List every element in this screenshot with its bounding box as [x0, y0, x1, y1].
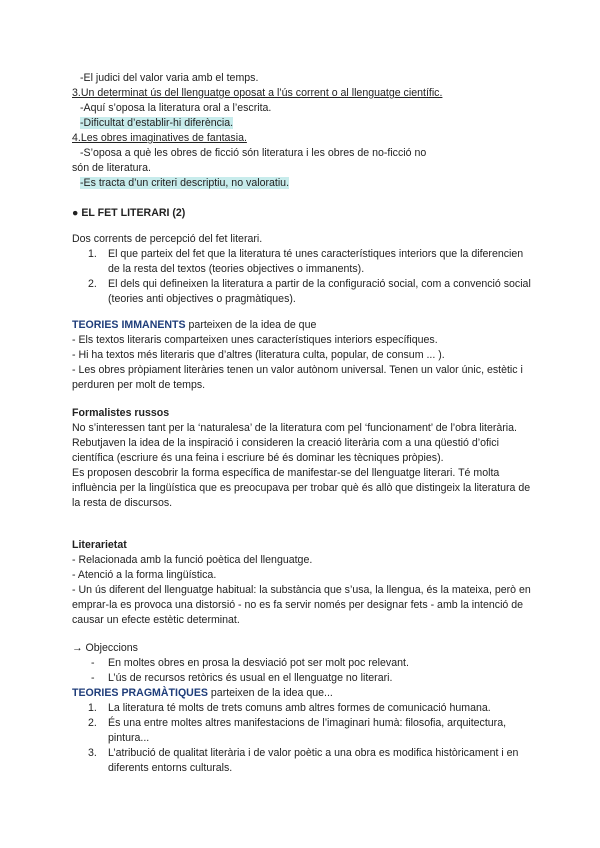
- objeccions-list: [72, 656, 532, 686]
- intro-line-2: 3.Un determinat ús del llenguatge oposat a l’ús corrent o al llenguatge científic.: [72, 87, 443, 99]
- literarietat-heading: Literarietat: [72, 539, 127, 551]
- intro-line-8: -Es tracta d’un criteri descriptiu, no valoratiu.: [80, 177, 290, 189]
- intro-line-6: -S’oposa a què les obres de ficció són literatura i les obres de no-ficció no: [80, 147, 427, 159]
- list-item: - En moltes obres en prosa la desviació pot ser molt poc relevant.: [91, 657, 409, 669]
- literarietat-block: [72, 538, 532, 628]
- formalistes-block: [72, 406, 532, 511]
- corrents-list: [72, 247, 532, 307]
- list-item: 3. L’atribució de qualitat literària i de valor poètic a una obra es modifica històricament i en diferents entorns culturals.: [88, 747, 519, 774]
- formalistes-paragraph-1: No s’interessen tant per la ‘naturalesa’ de la literatura com pel ‘funcionament’ de l’obra literària. Rebutjaven la idea de la inspiració i consideren la creació literària com a una qüestió d’ofici científica (escriure és una feina i escriure bé és dominar les tècniques pròpies).: [72, 422, 517, 464]
- intro-block: [72, 71, 532, 191]
- pragmatiques-heading-rest: parteixen de la idea que...: [207, 687, 333, 699]
- arrow-right-icon: →: [72, 642, 83, 654]
- immanents-line-2: - Hi ha textos més literaris que d’altres (literatura culta, popular, de consum ... ).: [72, 349, 445, 361]
- literarietat-line-1: - Relacionada amb la funció poètica del llenguatge.: [72, 554, 313, 566]
- intro-line-4: -Dificultat d’establir-hi diferència.: [80, 117, 234, 129]
- objeccions-label: Objeccions: [85, 642, 138, 654]
- corrents-intro: Dos corrents de percepció del fet literari.: [72, 233, 263, 245]
- section-title: [72, 206, 532, 221]
- corrents-block: [72, 232, 532, 307]
- immanents-line-1: - Els textos literaris comparteixen unes característiques interiors específiques.: [72, 334, 438, 346]
- intro-line-7: són de literatura.: [72, 162, 151, 174]
- immanents-heading: TEORIES IMMANENTS: [72, 319, 186, 331]
- intro-line-5: 4.Les obres imaginatives de fantasia.: [72, 132, 247, 144]
- immanents-line-3: - Les obres pròpiament literàries tenen un valor autònom universal. Tenen un valor únic, estètic i perduren per molt de temps.: [72, 364, 523, 391]
- pragmatiques-heading: TEORIES PRAGMÀTIQUES: [72, 687, 208, 699]
- objeccions-block: [72, 641, 532, 686]
- list-item: 1. La literatura té molts de trets comuns amb altres formes de comunicació humana.: [88, 702, 491, 714]
- intro-line-1: -El judici del valor varia amb el temps.: [80, 72, 259, 84]
- list-item: 2. És una entre moltes altres manifestacions de l’imaginari humà: filosofia, arquitectura, pintura...: [88, 717, 507, 744]
- literarietat-line-3: - Un ús diferent del llenguatge habitual: la substància que s’usa, la llengua, és la mateixa, però en emprar-la es provoca una distorsió - no es fa servir només per designar fets - amb la intenció de causar un efecte estètic determinat.: [72, 584, 531, 626]
- list-item: 2. El dels qui defineixen la literatura a partir de la configuració social, com a convenció social (teories anti objectives o pragmàtiques).: [88, 278, 531, 305]
- formalistes-heading: Formalistes russos: [72, 407, 170, 419]
- pragmatiques-block: [72, 686, 532, 776]
- intro-line-3: -Aquí s’oposa la literatura oral a l’escrita.: [80, 102, 272, 114]
- pragmatiques-list: [72, 701, 532, 776]
- formalistes-paragraph-2: Es proposen descobrir la forma específica de manifestar-se del llenguatge literari. Té molta influència per la lingüística que es preocupava per trobar què és allò que distingeix la literatura de la resta de discursos.: [72, 467, 531, 509]
- literarietat-line-2: - Atenció a la forma lingüística.: [72, 569, 217, 581]
- bullet-icon: ●: [72, 207, 79, 219]
- list-item: - L’ús de recursos retòrics és usual en el llenguatge no literari.: [91, 672, 393, 684]
- list-item: 1. El que parteix del fet que la literatura té unes característiques interiors que la diferencien de la resta del textos (teories objectives o immanents).: [88, 248, 524, 275]
- immanents-block: [72, 318, 532, 393]
- section-title-text: EL FET LITERARI (2): [81, 207, 186, 219]
- immanents-heading-rest: parteixen de la idea de que: [185, 319, 317, 331]
